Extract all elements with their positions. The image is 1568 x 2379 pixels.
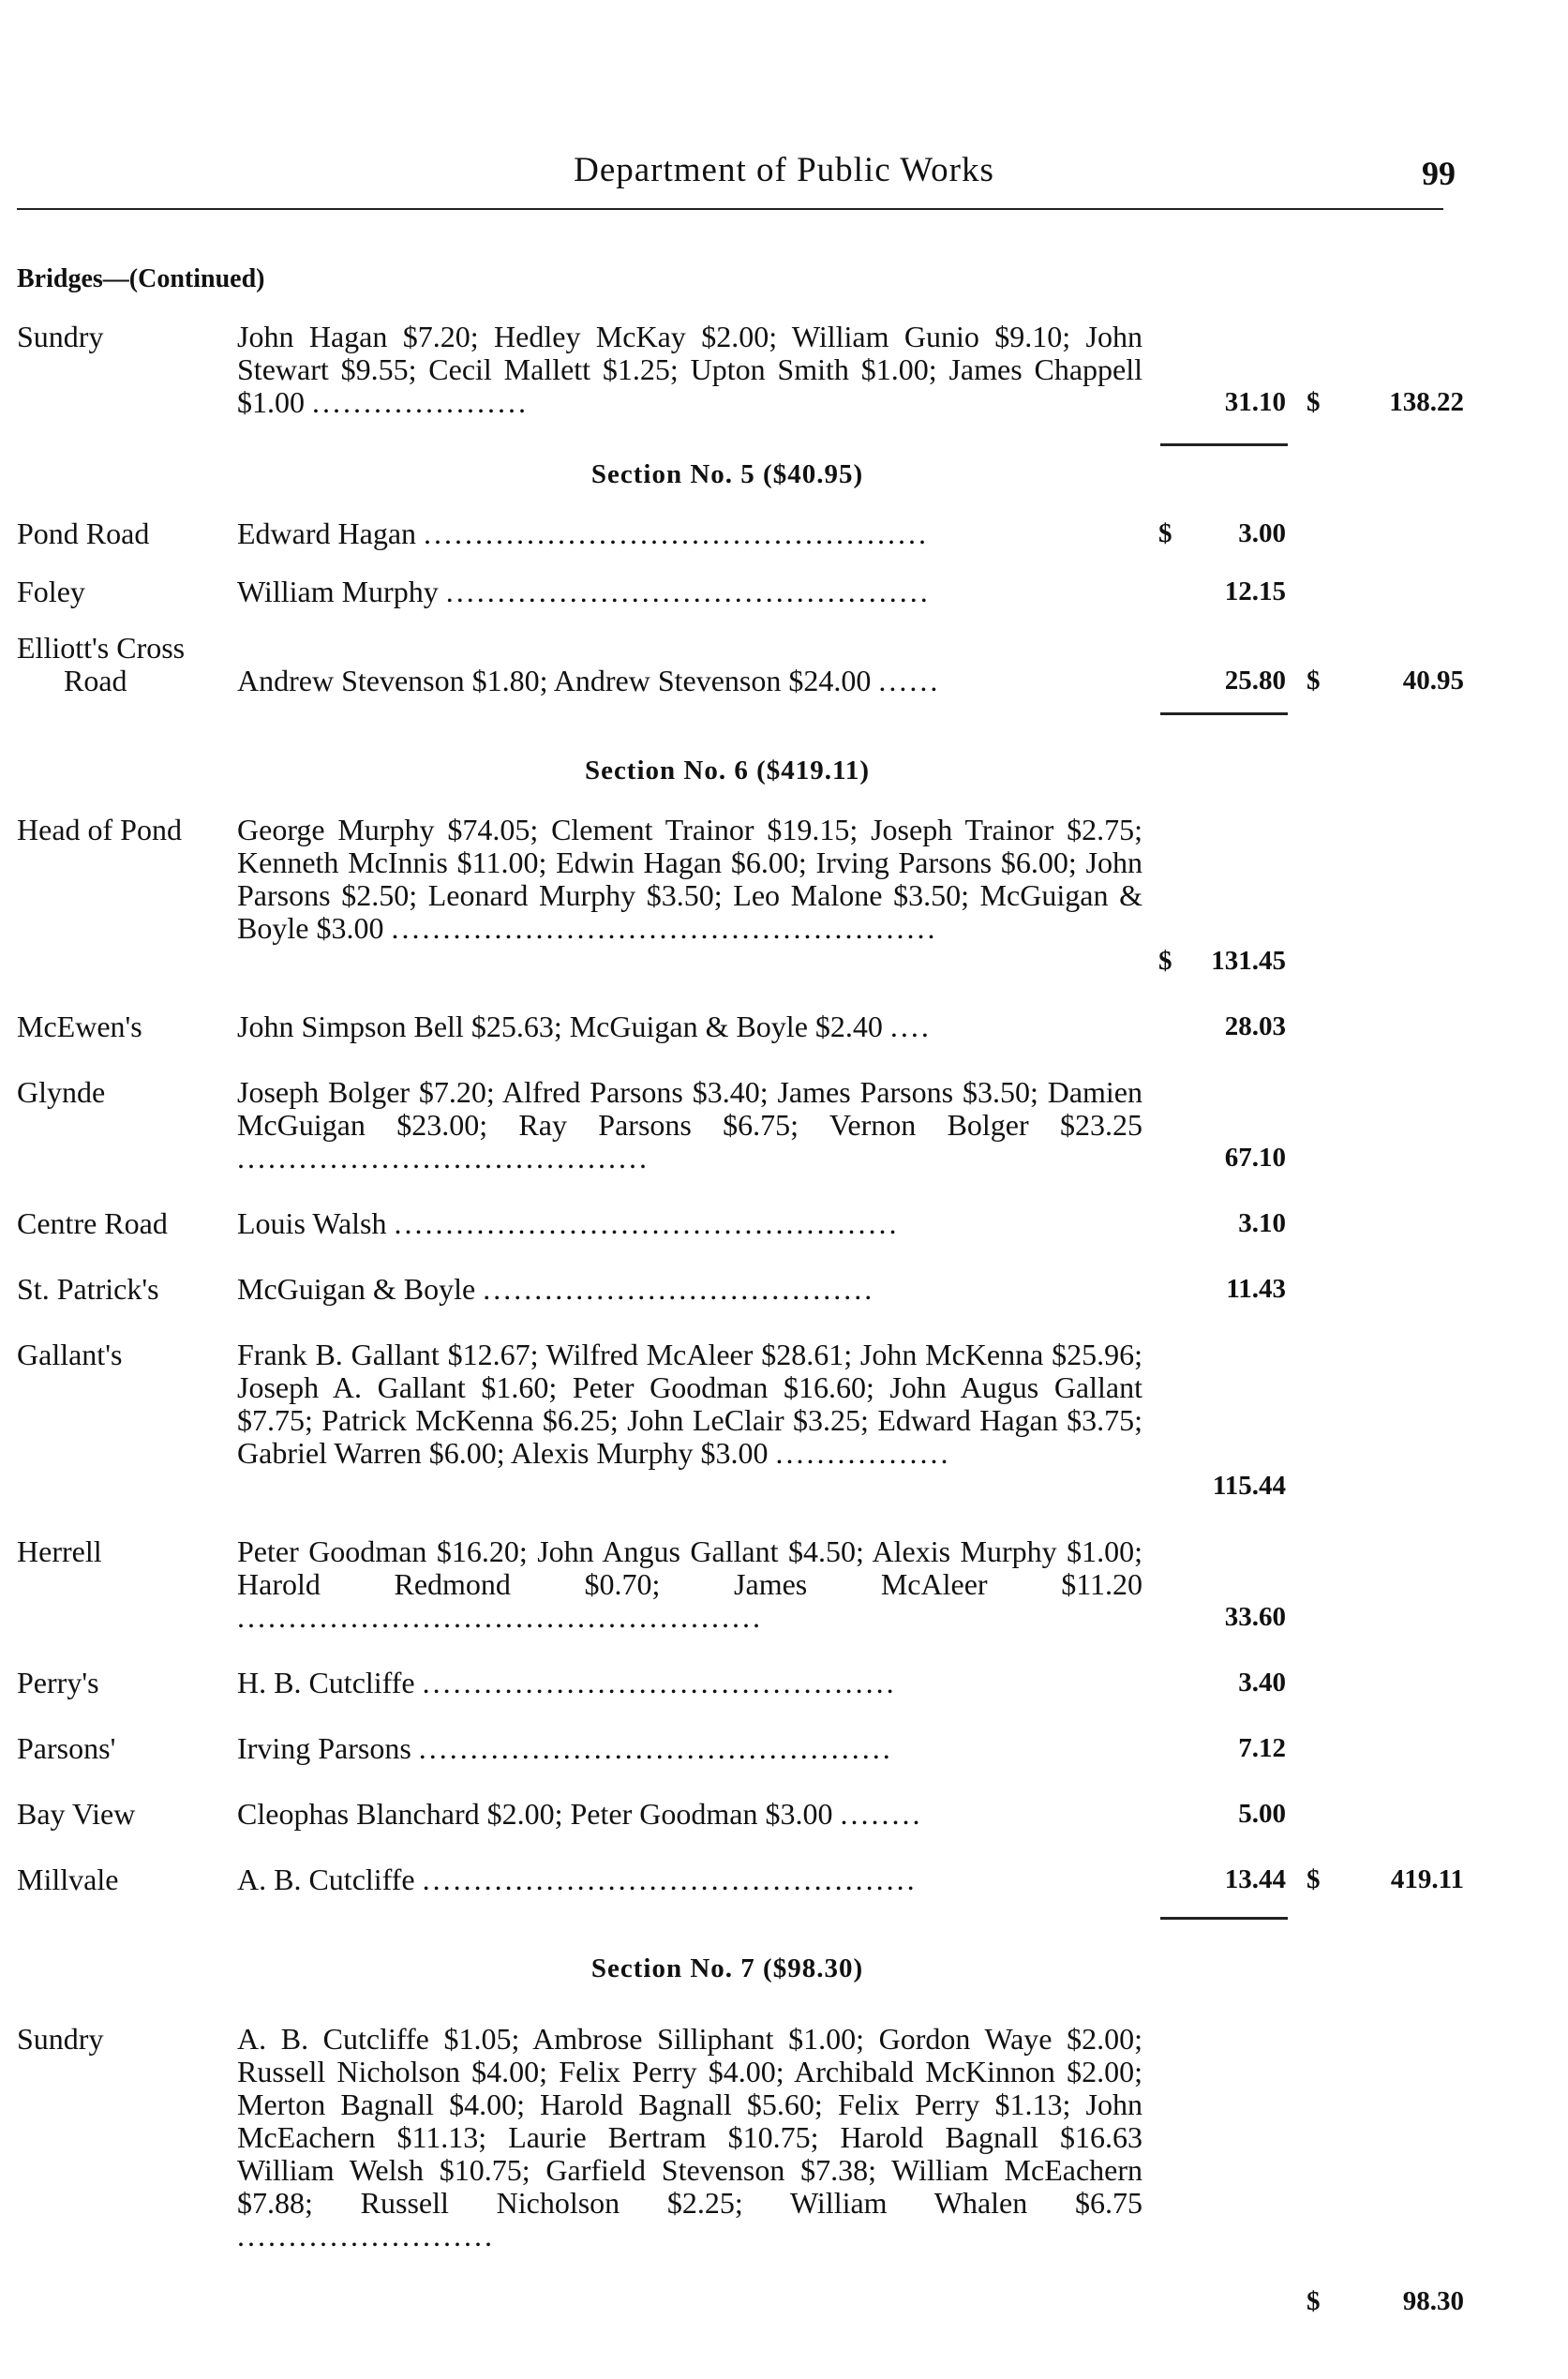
entry-description: Frank B. Gallant $12.67; Wilfred McAleer $28.61; John McKenna $25.96; Joseph A. Gallant $1.60; Peter Goodman $16.60; John Augus Gallant $7.75; Patrick McKenna $6.25; John LeClair $3.25; Edward Hagan $3.75; Gabriel Warren $6.00; Alexis Murphy $3.00 ................. (237, 1338, 1142, 1470)
entry-amount: 3.40 (1238, 1668, 1286, 1698)
entry-amount: 25.80 (1224, 666, 1286, 696)
entry-description: Louis Walsh ................................................. (237, 1206, 900, 1240)
entry-amount: 131.45 (1211, 946, 1286, 976)
entry-description: George Murphy $74.05; Clement Trainor $19.15; Joseph Trainor $2.75; Kenneth McInnis $11.00; Edwin Hagan $6.00; Irving Parsons $6.00; John Parsons $2.50; Leonard Murphy $3.50; Leo Malone $3.50; McGuigan & Boyle $3.00 ..................................................... (237, 813, 1142, 945)
location-label: St. Patrick's (17, 1272, 159, 1306)
entry-amount: 12.15 (1224, 576, 1286, 606)
entry-description: McGuigan & Boyle ...................................... (237, 1272, 875, 1306)
location-label: Elliott's Cross Road (17, 631, 186, 697)
sum-rule (1160, 443, 1288, 446)
page-number: 99 (1422, 155, 1456, 192)
entry-description: H. B. Cutcliffe .............................................. (237, 1666, 897, 1699)
location-label: Parsons' (17, 1731, 116, 1765)
header-rule (17, 208, 1443, 210)
running-head: Department of Public Works (574, 151, 994, 189)
dollar-sign: $ (1158, 518, 1172, 548)
entry-description: Cleophas Blanchard $2.00; Peter Goodman $3.00 ........ (237, 1797, 923, 1831)
entry-description: Joseph Bolger $7.20; Alfred Parsons $3.40; James Parsons $3.50; Damien McGuigan $23.00; Ray Parsons $6.75; Vernon Bolger $23.25 ........................................ (237, 1075, 1142, 1175)
entry-description: Peter Goodman $16.20; John Angus Gallant $4.50; Alexis Murphy $1.00; Harold Redmond $0.70; James McAleer $11.20 ................................................... (237, 1534, 1142, 1634)
location-label: Foley (17, 575, 85, 608)
entry-amount: 5.00 (1238, 1799, 1286, 1829)
entry-description: Irving Parsons .............................................. (237, 1731, 893, 1765)
entry-amount: 67.10 (1224, 1143, 1286, 1173)
location-label: Glynde (17, 1075, 106, 1109)
location-label: Perry's (17, 1666, 99, 1699)
section-7-title: Section No. 7 ($98.30) (590, 1953, 864, 1983)
entry-description: Andrew Stevenson $1.80; Andrew Stevenson $24.00 ...... (237, 664, 941, 697)
sum-rule (1160, 712, 1288, 715)
continued-heading: Bridges—(Continued) (17, 264, 265, 293)
location-label: Pond Road (17, 516, 150, 550)
entry-amount: 3.10 (1238, 1208, 1286, 1238)
location-label: Head of Pond (17, 813, 182, 846)
location-label: Gallant's (17, 1338, 123, 1371)
entry-description: A. B. Cutcliffe $1.05; Ambrose Silliphant $1.00; Gordon Waye $2.00; Russell Nicholson $4.00; Felix Perry $4.00; Archibald McKinnon $2.00; Merton Bagnall $4.00; Harold Bagnall $5.60; Felix Perry $1.13; John McEachern $11.13; Laurie Bertram $10.75; Harold Bagnall $16.63 William Welsh $10.75; Garfield Stevenson $7.38; William McEachern $7.88; Russell Nicholson $2.25; William Whalen $6.75 ......................... (237, 2022, 1142, 2252)
section-total: $ 40.95 (1307, 666, 1464, 696)
location-label: McEwen's (17, 1010, 142, 1043)
entry-description: Edward Hagan ................................................. (237, 516, 930, 550)
location-label: Herrell (17, 1534, 102, 1568)
dollar-sign: $ (1158, 946, 1172, 976)
section-total: $ 419.11 (1307, 1864, 1464, 1894)
location-label: Sundry (17, 320, 104, 353)
location-label: Millvale (17, 1863, 119, 1896)
location-label: Sundry (17, 2022, 104, 2056)
section-6-title: Section No. 6 ($419.11) (584, 756, 871, 786)
entry-amount: 28.03 (1224, 1011, 1286, 1041)
entry-amount: 3.00 (1238, 518, 1286, 548)
section-total: $ 138.22 (1307, 387, 1464, 417)
location-label: Bay View (17, 1797, 136, 1831)
entry-amount: 31.10 (1224, 387, 1286, 417)
location-label: Centre Road (17, 1206, 168, 1240)
entry-description: John Hagan $7.20; Hedley McKay $2.00; William Gunio $9.10; John Stewart $9.55; Cecil Mallett $1.25; Upton Smith $1.00; James Chappell $1.00 ..................... (237, 320, 1142, 419)
sum-rule (1160, 1917, 1288, 1920)
entry-description: John Simpson Bell $25.63; McGuigan & Boyle $2.40 .... (237, 1010, 932, 1043)
entry-amount: 115.44 (1212, 1471, 1286, 1501)
entry-description: William Murphy ............................................... (237, 575, 931, 608)
section-total: $ 98.30 (1307, 2286, 1464, 2316)
entry-amount: 7.12 (1238, 1733, 1286, 1763)
entry-amount: 33.60 (1224, 1602, 1286, 1632)
entry-description: A. B. Cutcliffe ................................................ (237, 1863, 918, 1896)
section-5-title: Section No. 5 ($40.95) (590, 459, 864, 489)
entry-amount: 11.43 (1226, 1274, 1286, 1304)
entry-amount: 13.44 (1224, 1864, 1286, 1894)
